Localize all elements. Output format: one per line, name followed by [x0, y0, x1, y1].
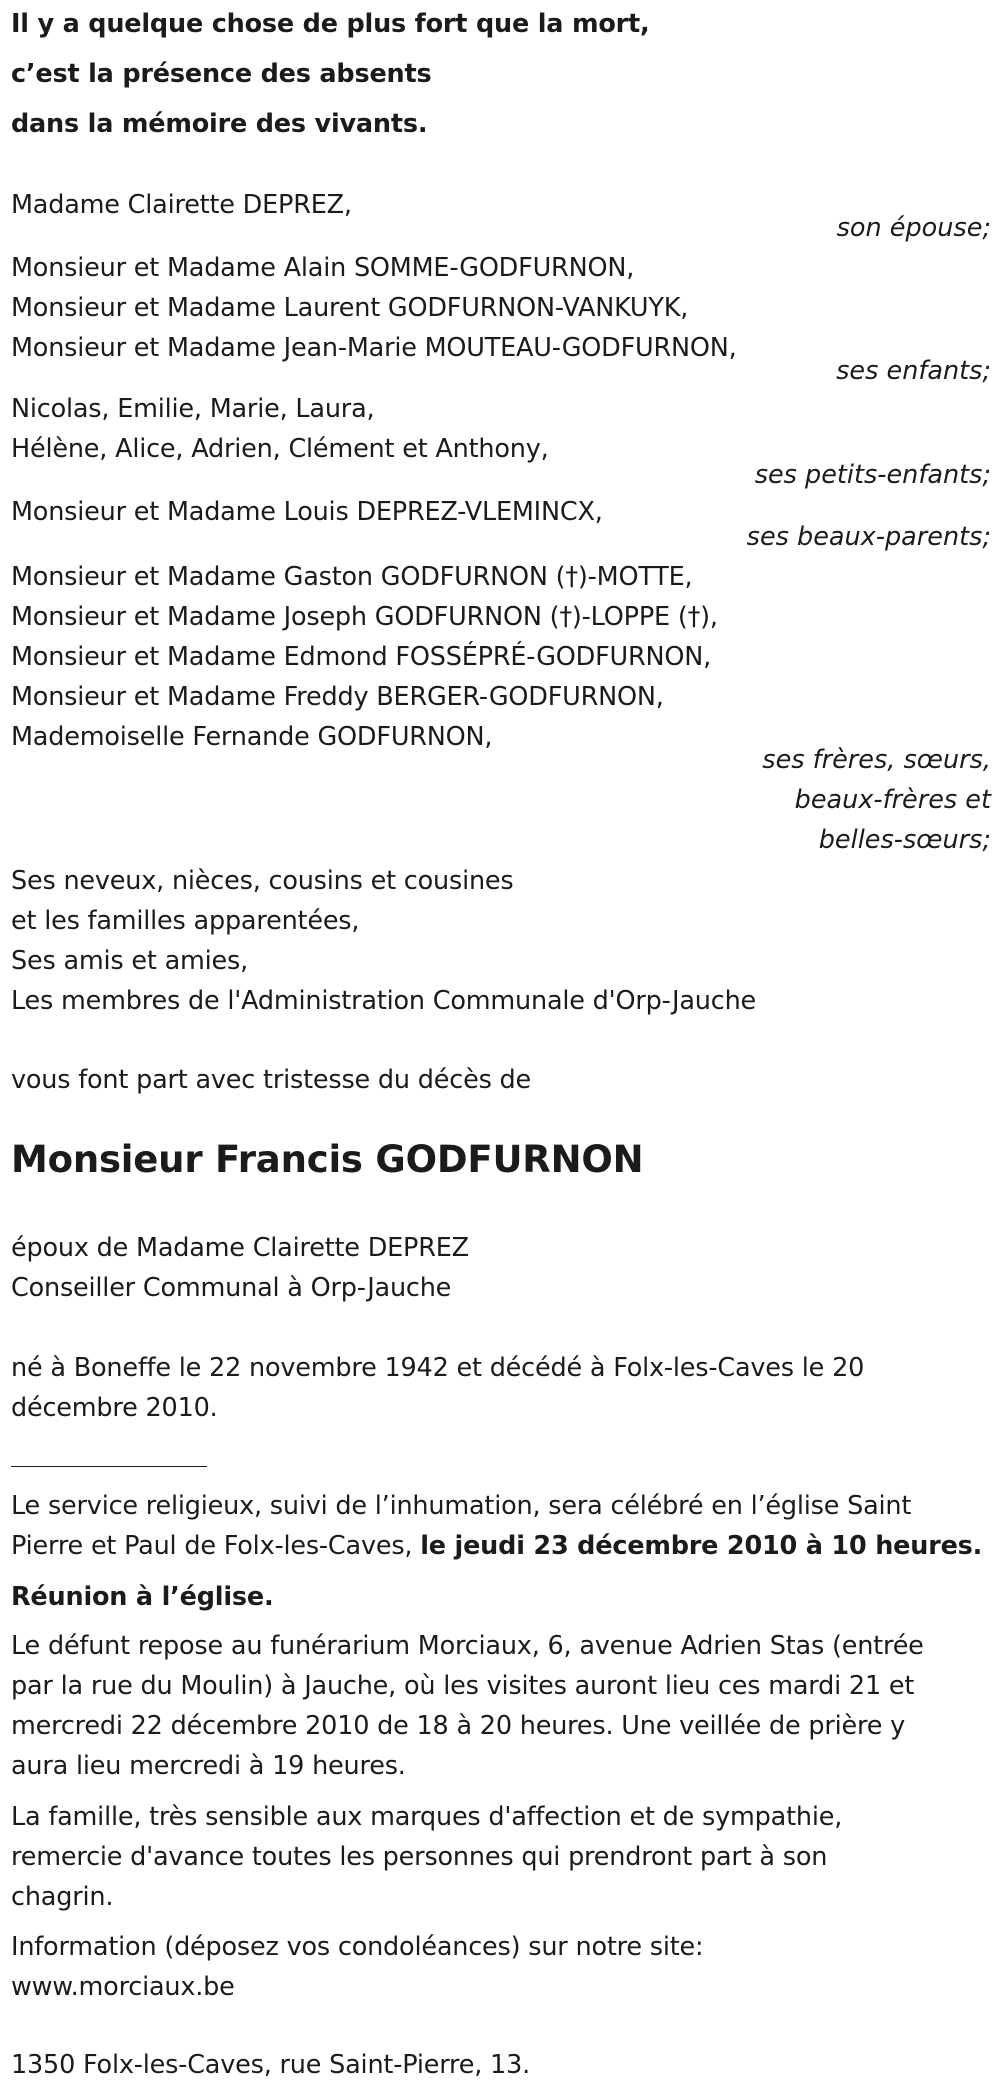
grandchildren-role: ses petits-enfants;	[754, 460, 991, 490]
funerarium-line-1: Le défunt repose au funérarium Morciaux, 6, avenue Adrien Stas (entrée	[11, 1631, 924, 1661]
service-line-1: Le service religieux, suivi de l’inhumation, sera célébré en l’église Saint	[11, 1491, 912, 1521]
deceased-name: Monsieur Francis GODFURNON	[11, 1138, 644, 1181]
birth-death-line-1: né à Boneffe le 22 novembre 1942 et décédé à Folx-les-Caves le 20	[11, 1353, 865, 1383]
child-3: Monsieur et Madame Jean-Marie MOUTEAU-GODFURNON,	[11, 333, 737, 363]
children-role: ses enfants;	[836, 356, 991, 386]
thanks-line-1: La famille, très sensible aux marques d'affection et de sympathie,	[11, 1802, 843, 1832]
funerarium-line-4: aura lieu mercredi à 19 heures.	[11, 1751, 406, 1781]
thanks-line-2: remercie d'avance toutes les personnes qui prendront part à son	[11, 1842, 828, 1872]
funerarium-line-3: mercredi 22 décembre 2010 de 18 à 20 heures. Une veillée de prière y	[11, 1711, 906, 1741]
parents-in-law: Monsieur et Madame Louis DEPREZ-VLEMINCX,	[11, 497, 603, 527]
separator-line	[11, 1466, 207, 1467]
quote-line-1: Il y a quelque chose de plus fort que la mort,	[11, 9, 650, 39]
sibling-4: Monsieur et Madame Freddy BERGER-GODFURNON,	[11, 682, 664, 712]
reunion-line: Réunion à l’église.	[11, 1582, 274, 1612]
child-1: Monsieur et Madame Alain SOMME-GODFURNON,	[11, 253, 635, 283]
service-line-2	[11, 1526, 982, 1566]
grandchildren-line-1: Nicolas, Emilie, Marie, Laura,	[11, 394, 375, 424]
quote-line-3: dans la mémoire des vivants.	[11, 109, 428, 139]
spouse-name: Madame Clairette DEPREZ,	[11, 190, 352, 220]
info-line: Information (déposez vos condoléances) sur notre site:	[11, 1932, 704, 1962]
siblings-role-1: ses frères, sœurs,	[762, 745, 991, 775]
others-line-2: et les familles apparentées,	[11, 906, 360, 936]
others-line-3: Ses amis et amies,	[11, 946, 249, 976]
service-date: le jeudi 23 décembre 2010 à 10 heures.	[420, 1531, 983, 1561]
website-link[interactable]: www.morciaux.be	[11, 1972, 235, 2002]
thanks-line-3: chagrin.	[11, 1882, 114, 1912]
sibling-5: Mademoiselle Fernande GODFURNON,	[11, 722, 493, 752]
siblings-role-2: beaux-frères et	[794, 785, 991, 815]
child-2: Monsieur et Madame Laurent GODFURNON-VANKUYK,	[11, 293, 689, 323]
funerarium-line-2: par la rue du Moulin) à Jauche, où les visites auront lieu ces mardi 21 et	[11, 1671, 915, 1701]
deceased-info-line-2: Conseiller Communal à Orp-Jauche	[11, 1273, 452, 1303]
sibling-1: Monsieur et Madame Gaston GODFURNON (†)-MOTTE,	[11, 562, 693, 592]
quote-line-2: c’est la présence des absents	[11, 59, 432, 89]
sibling-3: Monsieur et Madame Edmond FOSSÉPRÉ-GODFURNON,	[11, 642, 712, 672]
birth-death-line-2: décembre 2010.	[11, 1393, 218, 1423]
grandchildren-line-2: Hélène, Alice, Adrien, Clément et Anthony,	[11, 434, 549, 464]
parents-in-law-role: ses beaux-parents;	[746, 522, 991, 552]
others-line-4: Les membres de l'Administration Communale d'Orp-Jauche	[11, 986, 757, 1016]
spouse-role: son épouse;	[836, 213, 991, 243]
siblings-role-3: belles-sœurs;	[818, 825, 991, 855]
sibling-2: Monsieur et Madame Joseph GODFURNON (†)-LOPPE (†),	[11, 602, 718, 632]
others-line-1: Ses neveux, nièces, cousins et cousines	[11, 866, 514, 896]
address: 1350 Folx-les-Caves, rue Saint-Pierre, 13.	[11, 2050, 531, 2080]
deceased-info-line-1: époux de Madame Clairette DEPREZ	[11, 1233, 469, 1263]
announcement: vous font part avec tristesse du décès de	[11, 1065, 532, 1095]
service-line-2-text: Pierre et Paul de Folx-les-Caves,	[11, 1531, 421, 1561]
